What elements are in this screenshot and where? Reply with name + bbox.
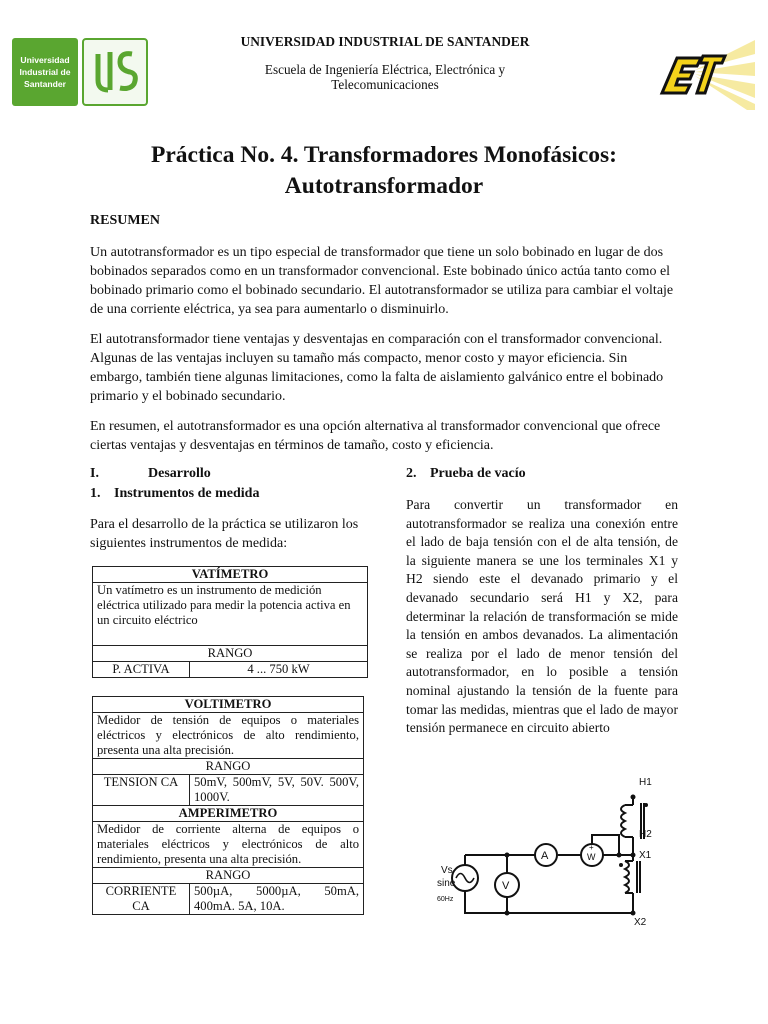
voltimetro-amperimetro-table <box>92 696 364 915</box>
section-title: Prueba de vacío <box>430 466 526 481</box>
table-row-value: 4 ... 750 kW <box>190 662 368 678</box>
uis-emblem-icon <box>84 40 146 104</box>
et-logo-icon <box>655 40 755 110</box>
table-row-label: CORRIENTE CA <box>93 884 190 915</box>
university-name: UNIVERSIDAD INDUSTRIAL DE SANTANDER <box>240 34 530 49</box>
instruments-intro: Para el desarrollo de la práctica se utilizaron los siguientes instrumentos de medida: <box>90 517 359 551</box>
section-number: 2. <box>406 466 417 481</box>
table-range-header: RANGO <box>93 646 368 662</box>
table-description: Medidor de tensión de equipos o materiales eléctricos y electrónicos de alto rendimiento, presenta una alta precisión. <box>93 713 364 759</box>
voltmeter-label: V <box>502 880 510 892</box>
label-h2: H2 <box>639 829 652 840</box>
table-title: AMPERIMETRO <box>93 806 364 822</box>
table-description: Medidor de corriente alterna de equipos o materiales eléctricos y electrónicos de alto rendimiento, presenta una alta precisión. <box>93 822 364 868</box>
table-title: VATÍMETRO <box>93 567 368 583</box>
resumen-paragraph: Un autotransformador es un tipo especial de transformador que tiene un solo bobinado en lugar de dos bobinados separados como en un transformador convencional. Este bobinado único actúa tanto como el bobinado primario como el bobinado secundario. El autotransformador se utiliza para cambiar el voltaje de una corriente eléctrica, ya sea para aumentarlo o disminuirlo. <box>90 245 674 317</box>
logo-line: Universidad <box>20 55 70 65</box>
wattmeter-plus-label: + <box>589 843 594 852</box>
prueba-paragraph: Para convertir un transformador en autotransformador se realiza una conexión entre el lado de baja tensión con el de alta tensión, de la siguiente manera se une los terminales X1 y H2 siendo este el devanado primario y el devanado secundario será H1 y X2, para determinar la relación de transformación se mide la tensión en ambos devanados. La alimentación se realiza por el lado de menor tensión del autotransformador, en lo posible a tensión nominal ajustando la tensión de la fuente para tomar las medidas, mientras que el lado de mayor tensión permanece en circuito abierto <box>406 497 678 736</box>
logo-line: Santander <box>23 79 67 89</box>
page-title <box>60 140 708 202</box>
table-row-label: TENSION CA <box>93 775 190 806</box>
subsection-number: 1. <box>90 486 101 501</box>
label-sine: sine <box>437 878 456 889</box>
resumen-paragraph: El autotransformador tiene ventajas y desventajas en comparación con el transformador convencional. Algunas de las ventajas incluyen su tamaño más compacto, menor costo y mayor eficiencia. Sin embargo, también tiene algunas limitaciones, como la falta de aislamiento galvánico entre el bobinado primario y el bobinado secundario. <box>90 332 664 404</box>
label-h1: H1 <box>639 777 652 788</box>
school-name <box>220 62 550 92</box>
table-title: VOLTIMETRO <box>93 697 364 713</box>
ammeter-label: A <box>541 850 549 862</box>
wattmeter-label: W <box>587 852 596 862</box>
autotransformer-circuit-diagram <box>415 775 680 930</box>
subsection-heading <box>90 486 259 502</box>
section-number: I. <box>90 466 99 481</box>
title-line: Autotransformador <box>284 173 484 199</box>
label-x1: X1 <box>639 850 652 861</box>
table-range-header: RANGO <box>93 868 364 884</box>
school-line: Escuela de Ingeniería Eléctrica, Electrónica y <box>264 62 506 77</box>
label-frequency: 60Hz <box>437 896 454 903</box>
table-row-value: 500µA, 5000µA, 50mA, 400mA. 5A, 10A. <box>190 884 364 915</box>
table-range-header: RANGO <box>93 759 364 775</box>
vatimetro-table <box>92 566 368 678</box>
title-line: Práctica No. 4. Transformadores Monofásicos: <box>150 142 617 168</box>
section-heading <box>90 466 211 482</box>
label-x2: X2 <box>634 917 647 928</box>
uis-logo-text-block <box>12 38 78 106</box>
resumen-paragraph: En resumen, el autotransformador es una opción alternativa al transformador convencional que ofrece ciertas ventajas y desventajas en términos de tamaño, costo y eficiencia. <box>90 419 661 453</box>
section-title: Desarrollo <box>148 466 211 481</box>
section-heading <box>406 466 526 482</box>
table-row-label: P. ACTIVA <box>93 662 190 678</box>
subsection-title: Instrumentos de medida <box>114 486 260 501</box>
table-description: Un vatímetro es un instrumento de medición eléctrica utilizado para medir la potencia activa en un circuito eléctrico <box>93 583 368 646</box>
logo-line: Industrial de <box>19 67 71 77</box>
label-vs: Vs <box>441 865 453 876</box>
table-row-value: 50mV, 500mV, 5V, 50V. 500V, 1000V. <box>190 775 364 806</box>
school-line: Telecomunicaciones <box>331 77 439 92</box>
uis-emblem-logo <box>82 38 148 106</box>
resumen-heading: RESUMEN <box>90 213 161 228</box>
